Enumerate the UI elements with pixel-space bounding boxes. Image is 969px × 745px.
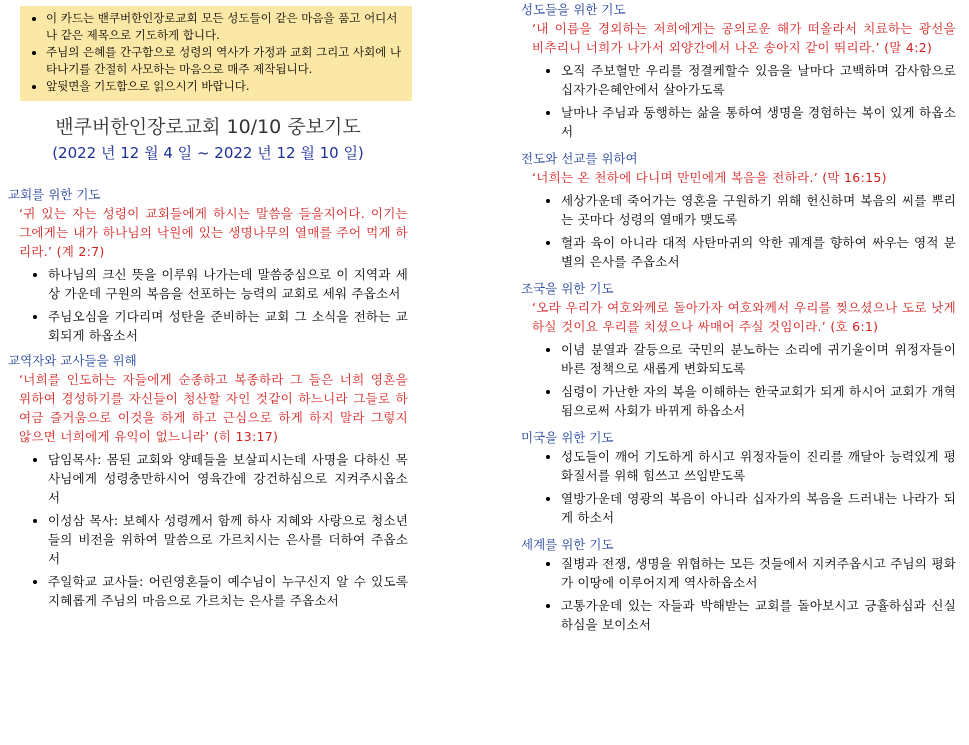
page-title: 밴쿠버한인장로교회 10/10 중보기도: [55, 116, 361, 138]
prayer-item: • 혈과 육이 아니라 대적 사탄마귀의 악한 궤계를 향하여 싸우는 영적 분별의 은사를 주옵소서: [561, 233, 956, 271]
prayer-list: [521, 554, 956, 634]
date-range: (2022 년 12 월 4 일 ~ 2022 년 12 월 10 일): [52, 144, 364, 162]
prayer-list: [8, 265, 408, 345]
scripture-verse: ‘너희는 온 천하에 다니며 만민에게 복음을 전하라.’ (막 16:15): [532, 170, 887, 185]
prayer-list: [521, 447, 956, 527]
prayer-item: • 담임목사: 몸된 교회와 양떼들을 보살피시는데 사명을 다하신 목사님에게 성령충만하시어 영육간에 강건하심으로 지켜주시옵소서: [48, 450, 408, 507]
prayer-item: • 주일학교 교사들: 어린영혼들이 예수님이 누구신지 알 수 있도록 지혜롭게 주님의 마음으로 가르치는 은사를 주옵소서: [48, 572, 408, 610]
prayer-list: [521, 191, 956, 271]
scripture-verse: ‘내 이름을 경외하는 저희에게는 공의로운 해가 떠올라서 치료하는 광선을 비추리니 너희가 나가서 외양간에서 나온 송아지 같이 뛰리라.’ (말 4:2): [532, 21, 956, 55]
prayer-item: • 심령이 가난한 자의 복을 이해하는 한국교회가 되게 하시어 교회가 개혁됨으로써 사회가 바뀌게 하옵소서: [561, 382, 956, 420]
notice-item: • 앞뒷면을 기도함으로 읽으시기 바랍니다.: [46, 78, 402, 95]
section-heading: 교회를 위한 기도: [8, 187, 101, 202]
section-heading: 미국을 위한 기도: [521, 430, 614, 445]
prayer-item: • 하나님의 크신 뜻을 이루워 나가는데 말씀중심으로 이 지역과 세상 가운데 구원의 복음을 선포하는 능력의 교회로 세워 주옵소서: [48, 265, 408, 303]
right-column: [521, 0, 956, 642]
notice-list: [24, 10, 402, 95]
scripture-verse: ‘귀 있는 자는 성령이 교회들에게 하시는 말씀을 들을지어다. 이기는 그에게는 내가 하나님의 낙원에 있는 생명나무의 열매를 주어 먹게 하리라.’ (계 2:7): [19, 206, 408, 259]
notice-item: • 주님의 은혜를 간구함으로 성령의 역사가 가정과 교회 그리고 사회에 나타나기를 간절히 사모하는 마음으로 매주 제작됩니다.: [46, 44, 402, 78]
prayer-item: • 날마나 주님과 동행하는 삶을 통하여 생명을 경험하는 복이 있게 하옵소서: [561, 103, 956, 141]
prayer-item: • 열방가운데 영광의 복음이 아니라 십자가의 복음을 드러내는 나라가 되게 하소서: [561, 489, 956, 527]
section-world: [521, 535, 956, 634]
scripture-verse: ‘오라 우리가 여호와께로 돌아가자 여호와께서 우리를 찢으셨으나 도로 낫게 하실 것이요 우리를 치셨으나 싸매어 주실 것임이라.’ (호 6:1): [532, 300, 956, 334]
section-evangelism-mission: [521, 149, 956, 271]
prayer-list: [521, 61, 956, 141]
prayer-item: • 질병과 전쟁, 생명을 위협하는 모든 것들에서 지켜주옵시고 주님의 평화가 이땅에 이루어지게 역사하옵소서: [561, 554, 956, 592]
section-church: [8, 185, 408, 345]
section-usa: [521, 428, 956, 527]
prayer-item: • 주님오심을 기다리며 성탄을 준비하는 교회 그 소식을 전하는 교회되게 하옵소서: [48, 307, 408, 345]
prayer-item: • 이념 분열과 갈등으로 국민의 분노하는 소리에 귀기울이며 위정자들이 바른 정책으로 새롭게 변화되도록: [561, 340, 956, 378]
section-heading: 교역자와 교사들을 위해: [8, 353, 137, 368]
prayer-list: [521, 340, 956, 420]
section-ministers-teachers: [8, 351, 408, 610]
left-column: [8, 0, 408, 616]
section-heading: 성도들을 위한 기도: [521, 2, 626, 17]
scripture-verse: ‘너희를 인도하는 자들에게 순종하고 복종하라 그 들은 너희 영혼을 위하여 경성하기를 자신들이 청산할 자인 것같이 하느니라 그들로 하여금 즐거움으로 이것을 하게 하고 근심으로 하게 하지 말라 그렇지 않으면 너희에게 유익이 없느니라’ (히 13:17): [19, 372, 408, 444]
prayer-item: • 성도들이 깨어 기도하게 하시고 위정자들이 진리를 깨달아 능력있게 평화질서를 위해 힘쓰고 쓰임받도록: [561, 447, 956, 485]
prayer-list: [8, 450, 408, 610]
prayer-item: • 세상가운데 죽어가는 영혼을 구원하기 위해 헌신하며 복음의 씨를 뿌리는 곳마다 성령의 열매가 맺도록: [561, 191, 956, 229]
prayer-item: • 이성삼 목사: 보혜사 성령께서 함께 하사 지혜와 사랑으로 청소년들의 비전을 위하여 말씀으로 가르치시는 은사를 더하여 주옵소서: [48, 511, 408, 568]
section-heading: 전도와 선교를 위하여: [521, 151, 638, 166]
notice-box: [20, 6, 412, 101]
section-heading: 세계를 위한 기도: [521, 537, 614, 552]
notice-item: • 이 카드는 밴쿠버한인장로교회 모든 성도들이 같은 마음을 품고 어디서나 같은 제목으로 기도하게 합니다.: [46, 10, 402, 44]
prayer-item: • 오직 주보혈만 우리를 정결케할수 있음을 날마다 고백하며 감사함으로 십자가은혜안에서 살아가도록: [561, 61, 956, 99]
prayer-item: • 고통가운데 있는 자들과 박해받는 교회를 돌아보시고 긍휼하심과 신실하심을 보이소서: [561, 596, 956, 634]
section-homeland: [521, 279, 956, 420]
section-saints: [521, 0, 956, 141]
section-heading: 조국을 위한 기도: [521, 281, 614, 296]
